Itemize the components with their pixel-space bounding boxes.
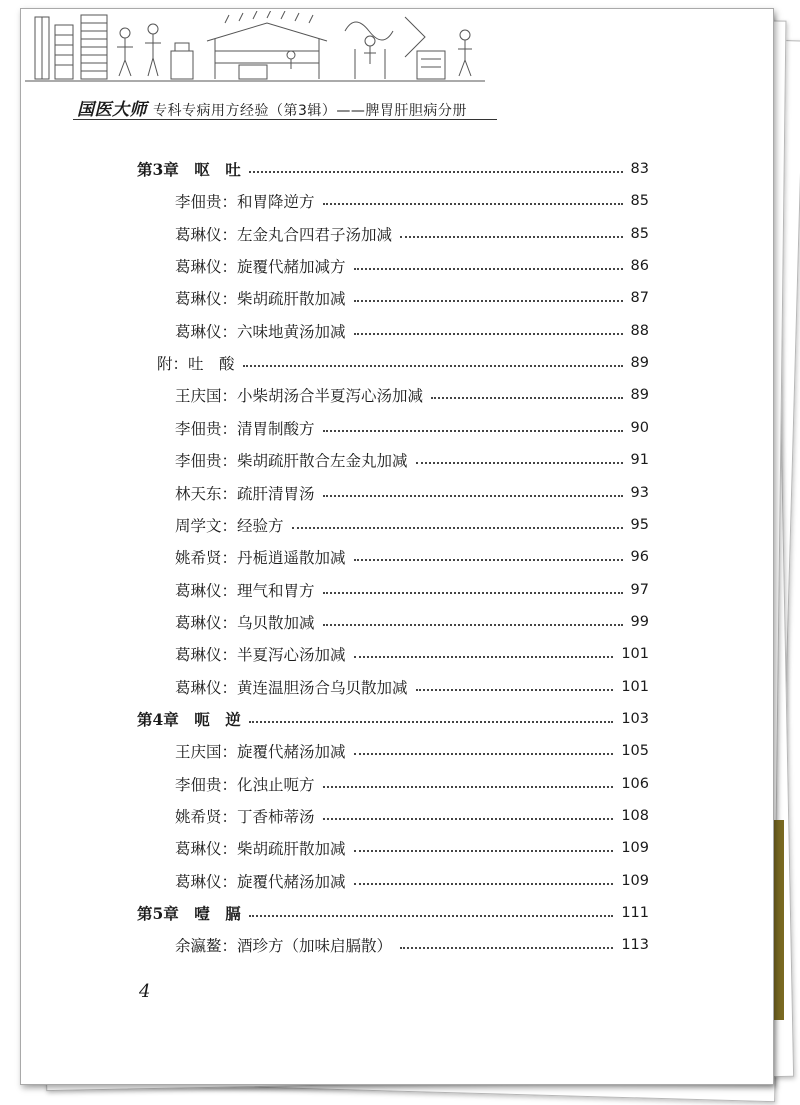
dot-leader xyxy=(354,656,614,658)
toc-page-number: 90 xyxy=(630,419,649,436)
toc-entry-title: 葛琳仪：六味地黄汤加减 xyxy=(175,322,346,341)
dot-leader xyxy=(354,268,623,270)
toc-page-number: 109 xyxy=(621,840,649,857)
dot-leader xyxy=(354,333,623,335)
toc-entry-title: 葛琳仪：乌贝散加减 xyxy=(175,613,315,632)
toc-entry xyxy=(175,578,649,602)
toc-entry-title: 姚希贤：丹栀逍遥散加减 xyxy=(175,549,346,568)
toc-page-number: 89 xyxy=(630,387,649,404)
toc-chapter xyxy=(137,901,649,925)
toc-page-number: 89 xyxy=(630,355,649,372)
toc-page-number: 96 xyxy=(630,549,649,566)
toc-entry-title: 林天东：疏肝清胃汤 xyxy=(175,484,315,503)
toc-page-number: 108 xyxy=(621,808,649,824)
toc-entry xyxy=(175,481,649,505)
toc-entry-title: 葛琳仪：柴胡疏肝散加减 xyxy=(175,840,346,859)
toc-entry xyxy=(175,772,649,796)
toc-entry-title: 李佃贵：清胃制酸方 xyxy=(175,419,315,438)
header-book-title: 专科专病用方经验（第3辑）——脾胃肝胆病分册 xyxy=(153,103,467,119)
toc-entry-title: 第5章 噎 膈 xyxy=(137,904,241,924)
toc-entry xyxy=(175,642,649,666)
dot-leader xyxy=(400,947,613,949)
toc-page-number: 85 xyxy=(630,193,649,210)
book-page xyxy=(20,8,774,1085)
dot-leader xyxy=(323,592,623,594)
toc-entry xyxy=(175,254,649,278)
toc-entry xyxy=(175,804,649,828)
dot-leader xyxy=(354,300,623,302)
running-header xyxy=(77,95,467,120)
dot-leader xyxy=(354,883,614,885)
toc-entry xyxy=(175,189,649,213)
toc-entry xyxy=(175,286,649,310)
dot-leader xyxy=(416,689,614,691)
toc-entry-title: 周学文：经验方 xyxy=(175,516,284,535)
toc-entry-title: 余瀛鳌：酒珍方（加味启膈散） xyxy=(175,937,393,956)
toc-entry-title: 第3章 呕 吐 xyxy=(137,160,241,179)
toc-entry-title: 葛琳仪：旋覆代赭加减方 xyxy=(175,258,346,277)
toc-chapter xyxy=(137,157,649,181)
toc-entry xyxy=(175,416,649,440)
toc-page-number: 86 xyxy=(630,258,649,275)
toc-entry-title: 葛琳仪：左金丸合四君子汤加减 xyxy=(175,225,393,244)
dot-leader xyxy=(354,850,614,852)
page-number: 4 xyxy=(139,981,151,1002)
dot-leader xyxy=(400,236,623,238)
toc-appendix xyxy=(157,351,649,375)
toc-entry-title: 葛琳仪：半夏泻心汤加减 xyxy=(175,646,346,665)
toc-page-number: 91 xyxy=(630,452,649,469)
dot-leader xyxy=(323,818,614,820)
toc-entry-title: 王庆国：旋覆代赭汤加减 xyxy=(175,743,346,762)
dot-leader xyxy=(323,203,623,205)
toc-page-number: 87 xyxy=(630,290,649,307)
toc-page-number: 99 xyxy=(630,613,649,630)
toc-entry xyxy=(175,319,649,343)
header-rule xyxy=(73,119,497,120)
toc-entry-title: 葛琳仪：旋覆代赭汤加减 xyxy=(175,872,346,891)
toc-page-number: 83 xyxy=(630,161,649,177)
toc-entry-title: 姚希贤：丁香柿蒂汤 xyxy=(175,808,315,826)
dot-leader xyxy=(323,786,614,788)
toc-page-number: 103 xyxy=(621,710,649,727)
toc-page-number: 95 xyxy=(630,516,649,533)
dot-leader xyxy=(354,559,623,561)
toc-entry xyxy=(175,545,649,569)
toc-page-number: 85 xyxy=(630,225,649,242)
toc-page-number: 101 xyxy=(621,646,649,663)
dot-leader xyxy=(249,915,614,917)
toc-page-number: 97 xyxy=(630,581,649,598)
toc-page-number: 88 xyxy=(630,322,649,339)
toc-page-number: 111 xyxy=(621,905,649,922)
dot-leader xyxy=(323,495,623,497)
toc-entry xyxy=(175,675,649,699)
toc-entry-title: 附：吐 酸 xyxy=(157,355,235,374)
dot-leader xyxy=(416,462,623,464)
toc-entry xyxy=(175,383,649,407)
toc-entry xyxy=(175,610,649,634)
toc-entry-title: 王庆国：小柴胡汤合半夏泻心汤加减 xyxy=(175,387,424,406)
dot-leader xyxy=(292,527,623,529)
dot-leader xyxy=(249,721,614,723)
toc-entry xyxy=(175,222,649,246)
toc-page-number: 105 xyxy=(621,743,649,760)
toc-entry-title: 李佃贵：化浊止呃方 xyxy=(175,775,315,794)
toc-entry xyxy=(175,448,649,472)
toc-entry-title: 葛琳仪：黄连温胆汤合乌贝散加减 xyxy=(175,678,408,697)
toc-chapter xyxy=(137,707,649,731)
toc-page-number: 113 xyxy=(621,937,649,954)
toc-page-number: 106 xyxy=(621,775,649,792)
dot-leader xyxy=(431,397,623,399)
dot-leader xyxy=(354,753,614,755)
toc-page-number: 101 xyxy=(621,678,649,695)
toc-page-number: 93 xyxy=(630,484,649,501)
toc-entry xyxy=(175,836,649,860)
header-illustration xyxy=(25,11,485,91)
toc-entry-title: 葛琳仪：理气和胃方 xyxy=(175,581,315,600)
toc-entry xyxy=(175,739,649,763)
dot-leader xyxy=(323,430,623,432)
toc-entry-title: 葛琳仪：柴胡疏肝散加减 xyxy=(175,290,346,309)
toc-entry xyxy=(175,869,649,893)
toc-entry xyxy=(175,933,649,957)
header-brand: 国医大师 xyxy=(77,100,147,120)
toc-page-number: 109 xyxy=(621,872,649,889)
dot-leader xyxy=(323,624,623,626)
toc-entry-title: 李佃贵：柴胡疏肝散合左金丸加减 xyxy=(175,452,408,471)
dot-leader xyxy=(249,171,623,173)
toc-entry-title: 李佃贵：和胃降逆方 xyxy=(175,193,315,212)
dot-leader xyxy=(243,365,623,367)
toc-entry-title: 第4章 呃 逆 xyxy=(137,709,241,729)
toc-entry xyxy=(175,513,649,537)
